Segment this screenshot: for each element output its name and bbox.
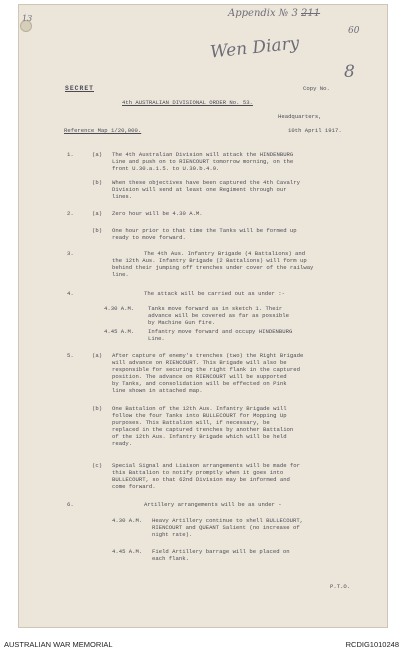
appendix-number: 211	[301, 8, 321, 19]
para-6-time-line: Heavy Artillery continue to shell BULLECOURT,	[152, 517, 304, 524]
para-5a-line: position. The advance on RIENCOURT will be supported	[112, 373, 287, 380]
para-3-line: The 4th Aus. Infantry Brigade (4 Battalions) and	[144, 250, 306, 257]
para-3-number: 3.	[67, 250, 74, 257]
para-5-number: 5.	[67, 352, 74, 359]
para-5c-line: Special Signal and Liaison arrangements will be made for	[112, 462, 300, 469]
para-5b-line: replaced in the captured trenches by another Battalion	[112, 426, 294, 433]
para-1a-line: The 4th Australian Division will attack the HINDENBURG	[112, 151, 294, 158]
para-4-time-line: by Machine Gun fire.	[148, 319, 216, 326]
pto-label: P.T.O.	[330, 583, 351, 590]
para-2a-label: (a)	[92, 210, 103, 217]
para-5b-line: purposes. This Battalion will, if necessary, be	[112, 419, 270, 426]
headquarters: Headquarters,	[278, 113, 322, 120]
para-5a-line: by Tanks, and consolidation will be effected on Pink	[112, 380, 287, 387]
para-1a-line: front U.30.a.1.5. to U.30.b.4.9.	[112, 165, 220, 172]
para-6-number: 6.	[67, 501, 74, 508]
para-6-time: 4.45 A.M.	[112, 548, 143, 555]
para-5a-line: After capture of enemy's trenches (two) the Right Brigade	[112, 352, 304, 359]
para-5a-line: will advance on RIENCOURT. This Brigade will also be	[112, 359, 287, 366]
para-4-time: 4.30 A.M.	[104, 305, 135, 312]
handwritten-appendix	[228, 8, 320, 19]
para-6-time-line: RIENCOURT and QUEANT Salient (no increase of	[152, 524, 300, 531]
para-4-time-line: Infantry move forward and occupy HINDENBURG	[148, 328, 293, 335]
para-5a-label: (a)	[92, 352, 103, 359]
para-5b-label: (b)	[92, 405, 103, 412]
para-4-time: 4.45 A.M.	[104, 328, 135, 335]
para-1b-line: Division will send at least one Regiment through our	[112, 186, 287, 193]
handwritten-left-mark: 13	[22, 14, 33, 23]
para-3-line: line.	[112, 271, 129, 278]
para-5c-line: this Battalion to notify promptly when it goes into	[112, 469, 284, 476]
handwritten-scrawl: Wen Diary	[209, 33, 301, 63]
para-5b-line: ready.	[112, 440, 133, 447]
para-5c-line: come forward.	[112, 483, 156, 490]
para-5a-line: line shown in attached map.	[112, 387, 203, 394]
para-5b-line: One Battalion of the 12th Aus. Infantry Brigade will	[112, 405, 287, 412]
para-1a-label: (a)	[92, 151, 103, 158]
order-title: 4th AUSTRALIAN DIVISIONAL ORDER No. 53.	[122, 99, 253, 106]
para-6-time: 4.30 A.M.	[112, 517, 143, 524]
para-4-time-line: Line.	[148, 335, 165, 342]
para-6-time-line: night rate).	[152, 531, 193, 538]
footer-institution: AUSTRALIAN WAR MEMORIAL	[4, 640, 113, 649]
para-1b-label: (b)	[92, 179, 103, 186]
para-1a-line: Line and push on to RIENCOURT tomorrow morning, on the	[112, 158, 294, 165]
para-5c-line: BULLECOURT, so that 62nd Division may be informed and	[112, 476, 290, 483]
para-2b-line: One hour prior to that time the Tanks will be formed up	[112, 227, 297, 234]
para-5a-line: responsible for securing the right flank in the captured	[112, 366, 300, 373]
para-5b-line: of the 12th Aus. Infantry Brigade which will be held	[112, 433, 287, 440]
para-6-time-line: Field Artillery barrage will be placed on	[152, 548, 290, 555]
para-6-time-line: each flank.	[152, 555, 189, 562]
para-2a-text: Zero hour will be 4.30 A.M.	[112, 210, 203, 217]
secret-heading: SECRET	[65, 85, 95, 92]
para-2b-line: ready to move forward.	[112, 234, 186, 241]
para-2b-label: (b)	[92, 227, 103, 234]
handwritten-corner-page: 60	[348, 26, 360, 36]
para-5c-label: (c)	[92, 462, 103, 469]
order-date: 10th April 1917.	[288, 127, 342, 134]
para-5b-line: follow the four Tanks into BULLECOURT for Mopping Up	[112, 412, 287, 419]
para-2-number: 2.	[67, 210, 74, 217]
para-4-intro: The attack will be carried out as under :-	[144, 290, 285, 297]
para-4-time-line: advance will be covered as far as possible	[148, 312, 289, 319]
para-1-number: 1.	[67, 151, 74, 158]
para-6-intro: Artillery arrangements will be as under -	[144, 501, 282, 508]
para-4-time-line: Tanks move forward as in sketch 1. Their	[148, 305, 283, 312]
para-1b-line: When these objectives have been captured the 4th Cavalry	[112, 179, 300, 186]
appendix-label: Appendix № 3	[228, 8, 298, 19]
para-3-line: the 12th Aus. Infantry Brigade (2 Battalions) will form up	[112, 257, 307, 264]
footer-record-id: RCDIG1010248	[345, 640, 399, 649]
para-3-line: behind their jumping off trenches under cover of the railway	[112, 264, 314, 271]
copy-label: Copy No.	[303, 85, 330, 92]
para-4-number: 4.	[67, 290, 74, 297]
handwritten-copy-number: 8	[344, 62, 355, 82]
reference-map: Reference Map 1/20,000.	[64, 127, 142, 134]
para-1b-line: lines.	[112, 193, 133, 200]
